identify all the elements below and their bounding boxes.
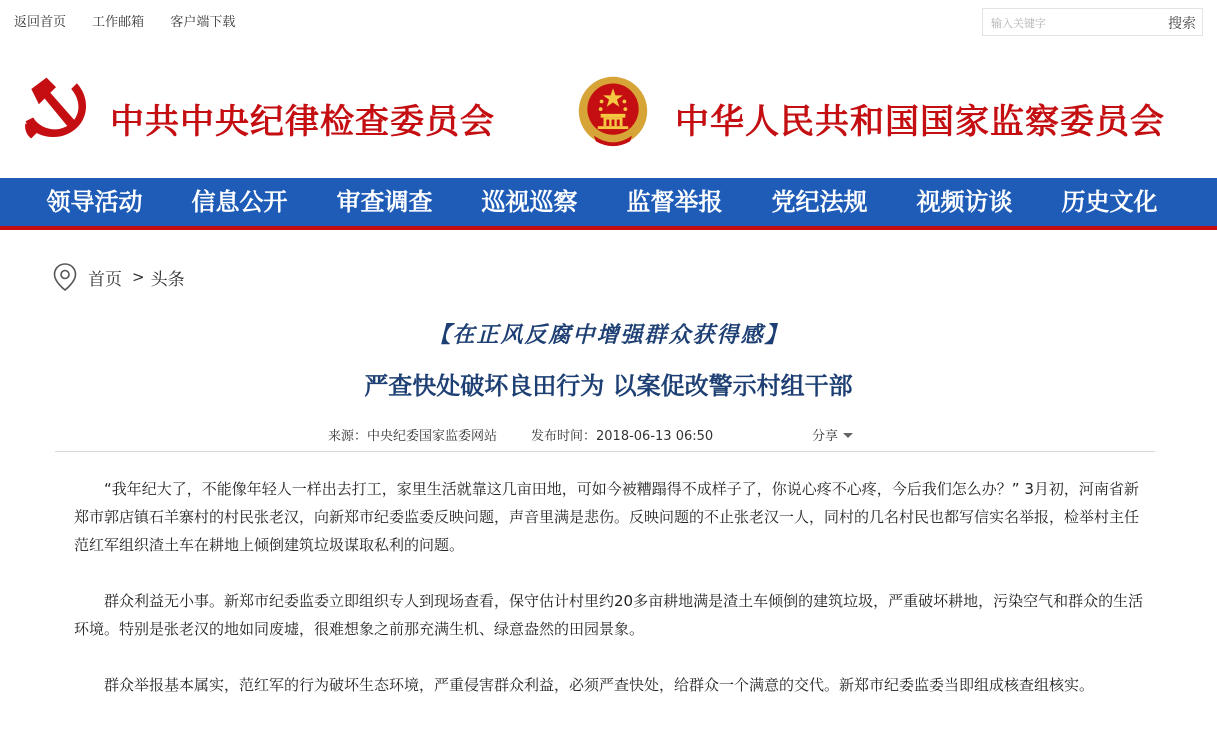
- search-input[interactable]: [989, 13, 1143, 33]
- chevron-down-icon: [843, 433, 853, 438]
- nav-divider: [0, 226, 1217, 230]
- link-work-email[interactable]: 工作邮箱: [92, 15, 145, 30]
- top-utility-bar: [0, 0, 1217, 40]
- nav-item-inspection[interactable]: 巡视巡察: [481, 187, 578, 216]
- breadcrumb-current[interactable]: 头条: [150, 269, 185, 290]
- link-home[interactable]: 返回首页: [14, 15, 67, 30]
- article-title: 严查快处破坏良田行为 以案促改警示村组干部: [364, 372, 853, 400]
- breadcrumb-home[interactable]: 首页: [88, 269, 122, 290]
- nav-item-party-regulations[interactable]: 党纪法规: [771, 187, 868, 216]
- top-links: [14, 11, 257, 30]
- article-paragraph: “我年纪大了，不能像年轻人一样出去打工，家里生活就靠这几亩田地，可如今被糟蹋得不成样子了，你说心疼不心疼，今后我们怎么办？” 3月初，河南省新郑市郭店镇石羊寨村的村民张老汉，向新郑市纪委监委反映问题，声音里满是悲伤。反映问题的不止张老汉一人，同村的几名村民也都写信实名举报，检举村主任范红军组织渣土车在耕地上倾倒建筑垃圾谋取私利的问题。: [74, 480, 1140, 554]
- main-nav: [0, 178, 1217, 226]
- nav-item-video-interviews[interactable]: 视频访谈: [916, 187, 1013, 216]
- share-button[interactable]: [812, 425, 853, 444]
- article-paragraph: 群众利益无小事。新郑市纪委监委立即组织专人到现场查看，保守估计村里约20多亩耕地满是渣土车倾倒的建筑垃圾，严重破坏耕地，污染空气和群众的生活环境。特别是张老汉的地如同废墟，很难想象之前那充满生机、绿意盎然的田园景象。: [74, 592, 1144, 638]
- nav-item-supervision-report[interactable]: 监督举报: [626, 187, 723, 216]
- article-publish-time: 发布时间：2018-06-13 06:50: [531, 429, 714, 444]
- national-emblem-icon: [575, 73, 651, 149]
- nav-item-info-disclosure[interactable]: 信息公开: [191, 187, 288, 216]
- header-divider: [55, 451, 1155, 452]
- link-client-download[interactable]: 客户端下载: [170, 15, 236, 30]
- nav-item-history-culture[interactable]: 历史文化: [1061, 187, 1158, 216]
- nav-item-investigation[interactable]: 审查调查: [336, 187, 433, 216]
- article-body: [74, 475, 1144, 727]
- party-emblem-icon: [18, 70, 94, 146]
- location-pin-icon: [52, 262, 78, 292]
- org-title-ccdi: 中共中央纪律检查委员会: [110, 102, 495, 142]
- article-meta: [328, 425, 713, 444]
- breadcrumb: [52, 262, 185, 292]
- article-kicker: 【在正风反腐中增强群众获得感】: [428, 322, 789, 348]
- search-box: [982, 8, 1203, 36]
- org-title-nsc: 中华人民共和国国家监察委员会: [675, 102, 1165, 142]
- breadcrumb-separator: >: [132, 268, 145, 286]
- site-header: [0, 60, 1217, 175]
- share-label: 分享: [812, 429, 839, 444]
- article-paragraph: 群众举报基本属实，范红军的行为破坏生态环境，严重侵害群众利益，必须严查快处，给群众一个满意的交代。新郑市纪委监委当即组成核查组核实。: [104, 676, 1095, 694]
- nav-item-leader-activities[interactable]: 领导活动: [46, 187, 143, 216]
- search-button[interactable]: 搜索: [1168, 16, 1196, 32]
- article-source: 来源：中央纪委国家监委网站: [328, 429, 498, 444]
